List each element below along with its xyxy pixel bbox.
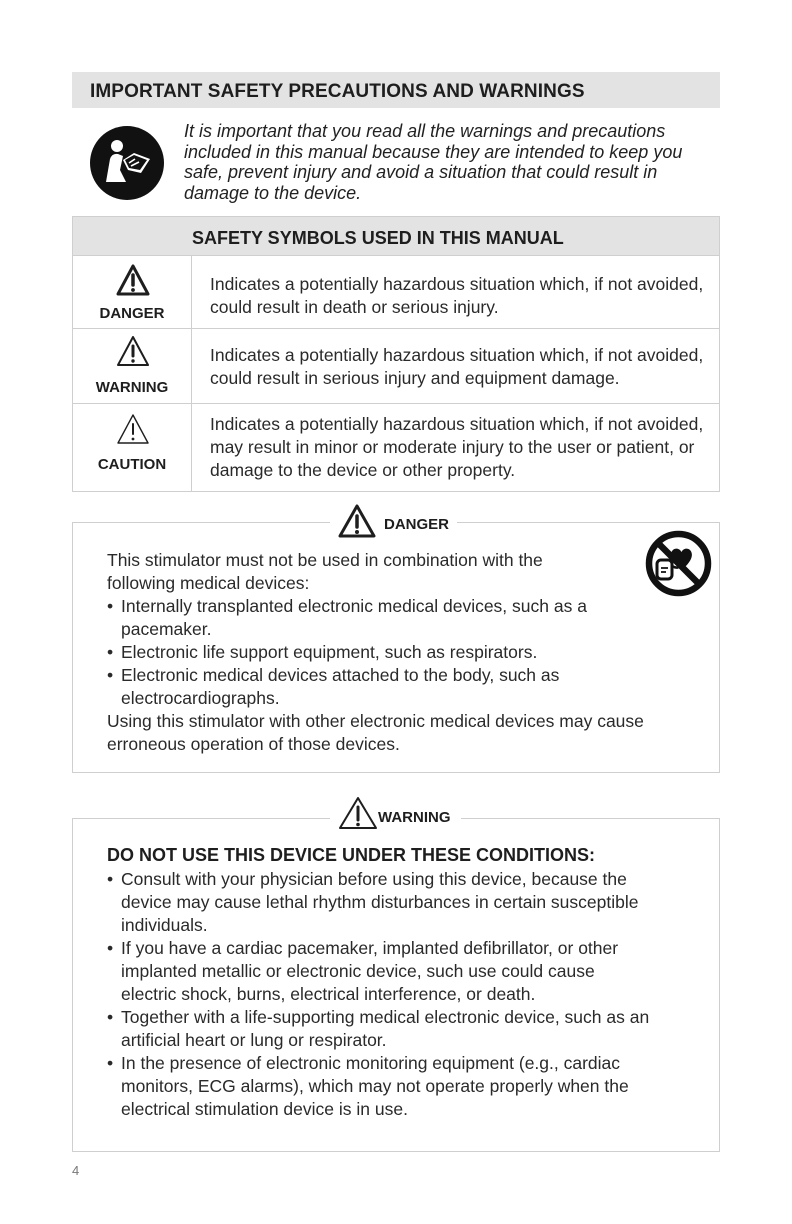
page-title: IMPORTANT SAFETY PRECAUTIONS AND WARNINGS: [90, 81, 585, 102]
warning-triangle-icon: [338, 504, 376, 538]
list-item: • Electronic life support equipment, such as respirators.: [107, 641, 697, 664]
page-number: 4: [72, 1163, 80, 1178]
list-item: • Consult with your physician before using this device, because the device may cause lethal rhythm disturbances in certain susceptible individuals.: [107, 868, 681, 937]
list-item: • If you have a cardiac pacemaker, implanted defibrillator, or other implanted metallic or electronic device, such use could cause electric shock, burns, electrical interference, or death.: [107, 937, 651, 1006]
warning-triangle-icon: [338, 796, 378, 830]
danger-closing-text: Using this stimulator with other electronic medical devices may cause erroneous operation of those devices.: [107, 711, 644, 754]
intro-text: It is important that you read all the warnings and precautions included in this manual because they are intended to keep you safe, prevent injury and avoid a situation that could result in damage to the device.: [184, 121, 683, 203]
symbol-row-warning: [73, 328, 719, 404]
symbol-description-danger: Indicates a potentially hazardous situation which, if not avoided, could result in death or serious injury.: [210, 274, 704, 317]
caution-triangle-icon: [116, 413, 150, 445]
danger-intro-text: This stimulator must not be used in combination with the following medical devices:: [107, 550, 543, 593]
symbols-table-header: [73, 217, 719, 255]
list-item: • Together with a life-supporting medical electronic device, such as an artificial heart or lung or respirator.: [107, 1006, 697, 1052]
symbols-table-title: SAFETY SYMBOLS USED IN THIS MANUAL: [192, 228, 564, 248]
symbol-label-caution: CAUTION: [97, 456, 167, 473]
symbol-label-warning: WARNING: [95, 379, 169, 396]
danger-bullet-list: [107, 595, 697, 710]
read-manual-icon: [90, 126, 164, 200]
list-item: • Electronic medical devices attached to the body, such as electrocardiographs.: [107, 664, 621, 710]
list-item: • Internally transplanted electronic medical devices, such as a pacemaker.: [107, 595, 621, 641]
danger-box-content: [107, 549, 697, 756]
section-header: [72, 72, 720, 108]
symbol-row-caution: [73, 403, 719, 492]
symbol-description-caution: Indicates a potentially hazardous situation which, if not avoided, may result in minor or moderate injury to the user or patient, or damage to the device or other property.: [210, 414, 704, 480]
warning-bullet-list: [107, 868, 697, 1121]
warning-box-content: [107, 844, 697, 1121]
list-item: • In the presence of electronic monitoring equipment (e.g., cardiac monitors, ECG alarms), which may not operate properly when the electrical stimulation device is in use.: [107, 1052, 681, 1121]
warning-box-label: WARNING: [378, 809, 451, 826]
danger-box-title: [330, 504, 457, 538]
warning-heading: DO NOT USE THIS DEVICE UNDER THESE CONDITIONS:: [107, 845, 596, 865]
danger-box-label: DANGER: [384, 516, 450, 533]
safety-symbols-table: [72, 216, 720, 492]
warning-triangle-icon: [116, 335, 150, 367]
symbol-label-danger: DANGER: [99, 305, 165, 322]
warning-triangle-icon: [116, 264, 150, 296]
symbol-row-danger: [73, 255, 719, 329]
warning-box-title: [330, 796, 461, 830]
symbol-description-warning: Indicates a potentially hazardous situation which, if not avoided, could result in serious injury and equipment damage.: [210, 345, 704, 388]
